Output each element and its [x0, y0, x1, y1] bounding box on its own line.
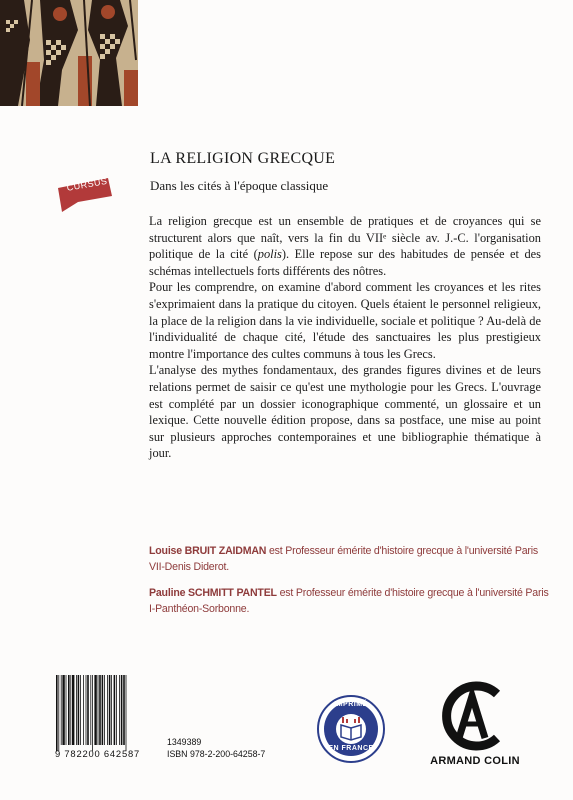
- badge-top-text: IMPRIMÉ: [334, 701, 368, 708]
- author-entry-2: [149, 586, 549, 617]
- collection-label: CURSUS: [66, 175, 109, 193]
- barcode-bar: [107, 675, 108, 745]
- publisher-name: ARMAND COLIN: [430, 755, 520, 767]
- barcode-bar: [87, 675, 89, 745]
- vase-art-svg: [0, 0, 138, 106]
- barcode-digits: 9 782200 642587: [55, 748, 140, 759]
- barcode-bar: [83, 675, 84, 745]
- barcode-bar: [121, 675, 123, 745]
- barcode-bar: [76, 675, 77, 745]
- author-bio-1: est Professeur émérite d'histoire grecque à l'université Paris VII-Denis Diderot.: [149, 545, 538, 573]
- barcode-bar: [66, 675, 67, 745]
- barcode-bar: [126, 675, 127, 751]
- barcode-bar: [70, 675, 71, 745]
- barcode-bar: [123, 675, 125, 745]
- barcode-bar: [78, 675, 80, 745]
- barcode-bar: [72, 675, 74, 745]
- summary-paragraph-1-text: La religion grecque est un ensemble de pratiques et de croyances qui se structurent alors que naît, vers la fin du VIIᵉ siècle av. J.-C. l'organisation politique de la cité (polis). Elle repose sur des habitudes de pensée et des schémas intellectuels forts différents des nôtres.: [149, 214, 541, 278]
- back-cover-summary: [149, 213, 541, 462]
- barcode-bar: [92, 675, 93, 751]
- barcode-bar: [94, 675, 96, 745]
- barcode-bar: [56, 675, 58, 751]
- barcode-bar: [99, 675, 101, 745]
- barcode-bar: [80, 675, 81, 745]
- barcode-image: [54, 675, 154, 751]
- isbn-block: [167, 737, 265, 760]
- isbn-number: ISBN 978-2-200-64258-7: [167, 748, 266, 759]
- book-title: LA RELIGION GRECQUE: [150, 150, 336, 167]
- barcode-bar: [61, 675, 62, 745]
- product-code: 1349389: [167, 737, 202, 747]
- barcode-bar: [114, 675, 116, 745]
- author-name-1: Louise BRUIT ZAIDMAN: [149, 545, 267, 557]
- barcode-bar: [102, 675, 104, 745]
- barcode-bar: [109, 675, 111, 745]
- armand-colin-logo-icon: [437, 680, 507, 752]
- barcode-bar: [104, 675, 105, 745]
- barcode-bar: [119, 675, 120, 745]
- barcode-bar: [62, 675, 64, 745]
- barcode-bar: [86, 675, 87, 745]
- barcode-bar: [98, 675, 99, 745]
- summary-paragraph-1: [149, 213, 541, 279]
- barcode-bar: [58, 675, 59, 751]
- summary-paragraph-2: Pour les comprendre, on examine d'abord comment les croyances et les rites s'exprimaient dans la pratique du citoyen. Quels étaient le personnel religieux, la place de la religion dans la vie individuelle, sociale et politique ? Au-delà de l'individualité de chaque cité, l'étude des sanctuaires les plus prestigieux montre l'importance des cultes communs à tous les Grecs.: [149, 280, 541, 361]
- authors-section: [149, 544, 549, 628]
- summary-paragraph-3: L'analyse des mythes fondamentaux, des grandes figures divines et de leurs relations permet de saisir ce qu'est une mythologie pour les Grecs. L'ouvrage est complété par un dossier iconographique commenté, un glossaire et un lexique. Cette nouvelle édition propose, dans sa postface, une mise au point sur plusieurs approches contemporaines et une bibliographie thématique à jour.: [149, 363, 541, 461]
- italic-term: polis: [257, 247, 282, 262]
- author-entry-1: [149, 544, 549, 575]
- cover-vase-illustration: [0, 0, 138, 106]
- badge-bottom-text: EN FRANCE: [328, 745, 374, 752]
- barcode-bar: [90, 675, 91, 745]
- barcode-bar: [111, 675, 112, 745]
- barcode-bar: [116, 675, 117, 745]
- author-name-2: Pauline SCHMITT PANTEL: [149, 587, 277, 599]
- barcode-bar: [68, 675, 70, 745]
- author-bio-2: est Professeur émérite d'histoire grecque à l'université Paris I-Panthéon-Sorbonne.: [149, 587, 549, 615]
- book-subtitle: Dans les cités à l'époque classique: [150, 178, 329, 193]
